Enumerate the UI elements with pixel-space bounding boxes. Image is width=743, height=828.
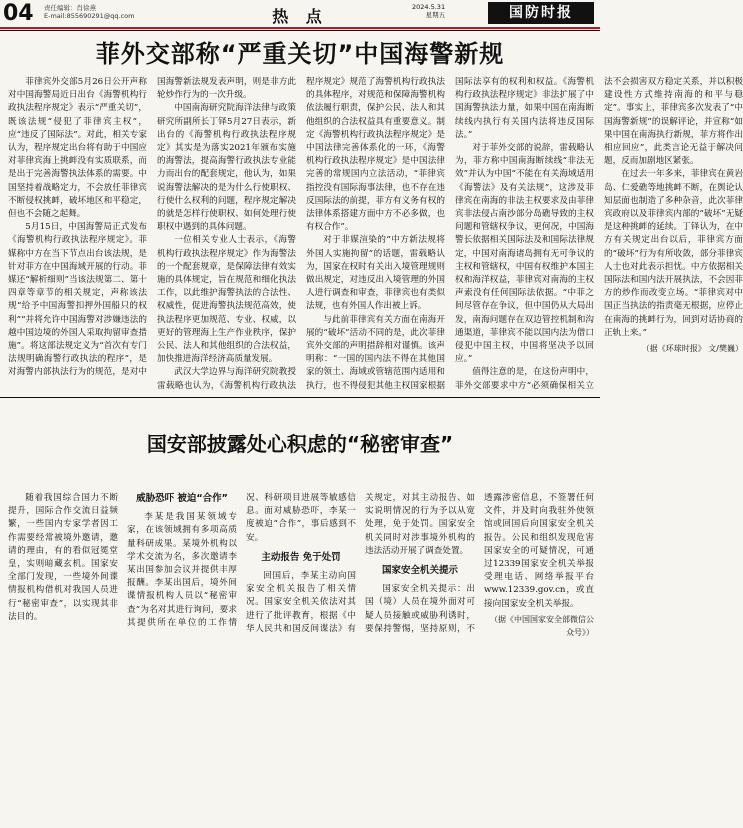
- article2-paragraph: 李某是我国某领域专家，在该领域拥有多项高质量科研成果。某境外机构以学术交流为名，多次邀请李某出国参加会议并提供丰厚报酬。李某出国后，境外间谍情报机构人员以“秘密审查”为名对其进行询问，要求其提供所在单位的工作情况、科研项目进展等敏感信息。面对威胁恐吓，李某一度被迫“合作”，事后感到不安。: [127, 493, 356, 628]
- article2-headline: 国安部披露处心积虑的“秘密审查”: [146, 432, 454, 456]
- section-title: 热 点: [272, 7, 328, 26]
- article2-subhead: 威胁恐吓 被迫“合作”: [136, 493, 228, 504]
- page-number: 04: [3, 1, 34, 26]
- article2-subhead: 国家安全机关提示: [381, 565, 458, 577]
- weekday-text: 星期五: [425, 11, 446, 19]
- article2-byline: （据《中国国家安全部微信公众号》）: [490, 614, 594, 638]
- article2-paragraph: 回国后，李某主动向国家安全机关报告了相关情况。国家安全机关依法对其进行了批评教育，根据《中华人民共和国反间谍法》有关规定，对其主动报告、如实说明情况的行为予以从宽处理，免于处罚。国家安全机关同时对涉事境外机构的违法活动开展了调查处置。: [246, 493, 475, 634]
- article2-paragraph: 随着我国综合国力不断提升，国际合作交流日益频繁，一些国内专家学者因工作需要经常被境外邀请，邀请的理由，有的看似冠冕堂皇，实则暗藏玄机。国家安全部门发现，一些境外间谍情报机构借机对我国人员进行“秘密审查”，以实现其非法目的。: [8, 493, 118, 622]
- header-red-rule: [0, 27, 600, 29]
- article1-paragraph: 与此前菲律宾有关方面在南海开展的“破坏”活动不同的是，此次菲律宾外交部的声明措辞相对谨慎。该声明称：“一国的国内法不得在其他国家的领土、海域或管辖范围内适用和执行，也不得侵犯其他主权国家根据国际法享有的权利和权益。《海警机构行政执法程序规定》非法扩展了中国海警执法力量，如果中国在南海断续线内执行有关国内法将违反国际法。”: [306, 77, 594, 391]
- editor-email: E-mail:855690291@qq.com: [44, 12, 135, 20]
- article1-paragraph: 武汉大学边界与海洋研究院教授雷载略也认为，《海警机构行政执法程序规定》规范了海警机构行政执法的具体程序，对规范和保障海警机构依法履行职责，保护公民、法人和其他组织的合法权益具有重要意义。制定《海警机构行政执法程序规定》是中国法律完善体系化的一环，《海警机构行政执法程序规定》是中国法律完善的常规国内立法活动，“菲律宾指控没有国际海事法律，也不存在违反国际法的前提，菲方有义务有权的法律体系搭建方面中方不必多做，也有权合作”。: [157, 77, 445, 391]
- date-text: 2024.5.31: [412, 3, 446, 11]
- article-divider: [0, 397, 600, 398]
- article1-paragraph: 对于非媒渲染的“中方新法规将外国人实施拘留”的话题，雷载略认为，国家在权时有关出入境管理规则做出规定，对违反出入境管理的外国人进行调查和审查，菲律宾也有类似法规，也有外国人作出被上诉。: [306, 235, 445, 312]
- article2-paragraph: 国家安全机关提示：出国（境）人员在境外面对可疑人员接触或威胁利诱时，要保持警惕，坚持原则，不透露涉密信息，不签署任何文件，并及时向我驻外使领馆或回国后向国家安全机关报告。公民和组织发现危害国家安全的可疑情况，可通过12339国家安全机关举报受理电话、网络举报平台www.12339.gov.cn，或直接向国家安全机关举报。: [365, 493, 594, 634]
- newspaper-logo: 国防时报: [488, 2, 594, 24]
- article1-headline: 菲外交部称“严重关切”中国海警新规: [95, 40, 505, 68]
- article1-paragraph: 值得注意的是，在这份声明中，菲外交部要求中方“必须确保相关立法不会损害双方稳定关系，并以积极建设性方式维持南海的和平与稳定”。事实上，菲律宾多次发表了“中国海警新规”的误解评论，并宣称“如果中国在南海执行新规，菲方将作出相应回应”，此类言论无益于解决问题，反而加剧地区紧张。: [455, 77, 743, 391]
- article1-paragraph: 菲律宾外交部5月26日公开声称对中国海警局近日出台《海警机构行政执法程序规定》表示“严重关切”，既该法规“侵犯了菲律宾主权”，应“违反了国际法”。对此，相关专家认为，程序规定出台将有助于中国应对菲律宾海上挑衅没有实质联系，而是出于完善海警执法体系的需要。中国坚持着战略定力，不会放任菲律宾不断侵权挑衅，破坏地区和平稳定，但也不会随之起舞。: [8, 77, 147, 220]
- article1-paragraph: 一位相关专业人士表示，《海警机构行政执法程序规定》作为海警法的一个配套规章，是保障法律有效实施的具体规定，旨在规范和细化执法工作，以此维护海警执法的合法性、权威性，促进海警执法规范高效，使执法程序更加规范、专业、权威，以更好的管理海上生产作业秩序，保护公民、法人和其他组织的合法权益，加快推进海洋经济高质量发展。: [157, 235, 296, 365]
- editor-name: 责任编辑：肖徐燕: [44, 4, 96, 12]
- article2-body: [8, 492, 594, 824]
- article1-body: [8, 76, 743, 394]
- article1-paragraph: 在过去一年多来，菲律宾在黄岩岛、仁爱礁等地挑衅不断，在舆论认知层面也制造了多种杂音，此次菲律宾政府以及菲律宾内部的“破坏”无疑是这种挑衅的延续。丁铎认为，在中方有关规定出台以后，菲律宾方面的“破坏”行为有所收敛，部分菲律宾人士也对此表示担忧。中方依据相关国际法和国内法开展执法，不会因菲方的炒作而改变立场。“菲律宾对中国正当执法的指责毫无根据，应停止在南海的挑衅行为，回到对话协商的正轨上来。”: [604, 169, 743, 338]
- header-black-rule: [0, 30, 600, 31]
- article1-byline: （据《环球时报》 文/樊巍）: [641, 344, 743, 354]
- editor-meta: [44, 4, 135, 20]
- article1-paragraph: 对于菲外交部的说辞，雷载略认为，菲方称中国南海断续线“非法无效”并认为中国“不能在有关海域适用《海警法》及有关法规”，这涉及菲律宾在南海的非法主权要求及由菲律宾非法侵占南沙部分岛礁导致的主权问题和管辖权争议，更何况，中国海警长依据相关国际法及和国际法律规定，中国对南海诸岛拥有无可争议的主权和管辖权，中国有权维护本国主权和海洋权益，菲律宾对南海的主权声索没有任何国际法依据。“中菲之间尽管存在争议，但中国仍从大局出发，南海问题存在双边管控机制和沟通渠道，菲律宾不能以国内法为借口侵犯中国主权，中国将坚决予以回应。”: [455, 143, 594, 365]
- page-header: [0, 0, 600, 30]
- article2-subhead: 主动报告 免于处罚: [261, 551, 341, 563]
- issue-date: [412, 3, 445, 19]
- article1-paragraph: 5月15日，中国海警局正式发布《海警机构行政执法程序规定》。菲媒称中方在当下节点出台该法规，是针对菲方在中国海域开展的行动。菲媒还“解析细则”当该法规第二、第十四章等章节的相关规定，声称该法规“给予中国海警扣押外国船只的权利”“并将允许中国海警对涉嫌违法的越中国边境的外国人采取拘留审查措施”。将这部法规定义为“首次有专门法规明确海警行政执法的程序”，是对海警内部执法行为的规范，是对中国海警新法规发表声明，则是非方此轮炒作行为的一次升级。: [8, 77, 296, 378]
- article1-paragraph: 中国南海研究院海洋法律与政策研究所副所长丁铎5月27日表示，新出台的《海警机构行政执法程序规定》其实是为落实2021年颁布实施的海警法，提高海警行政执法专业能力而出台的配套规定，他认为，如果说海警法解决的是为什么行使职权、行使什么权利的问题，程序规定解决的就是怎样行使职权、如何处理行使职权中遇到的具体问题。: [157, 103, 296, 233]
